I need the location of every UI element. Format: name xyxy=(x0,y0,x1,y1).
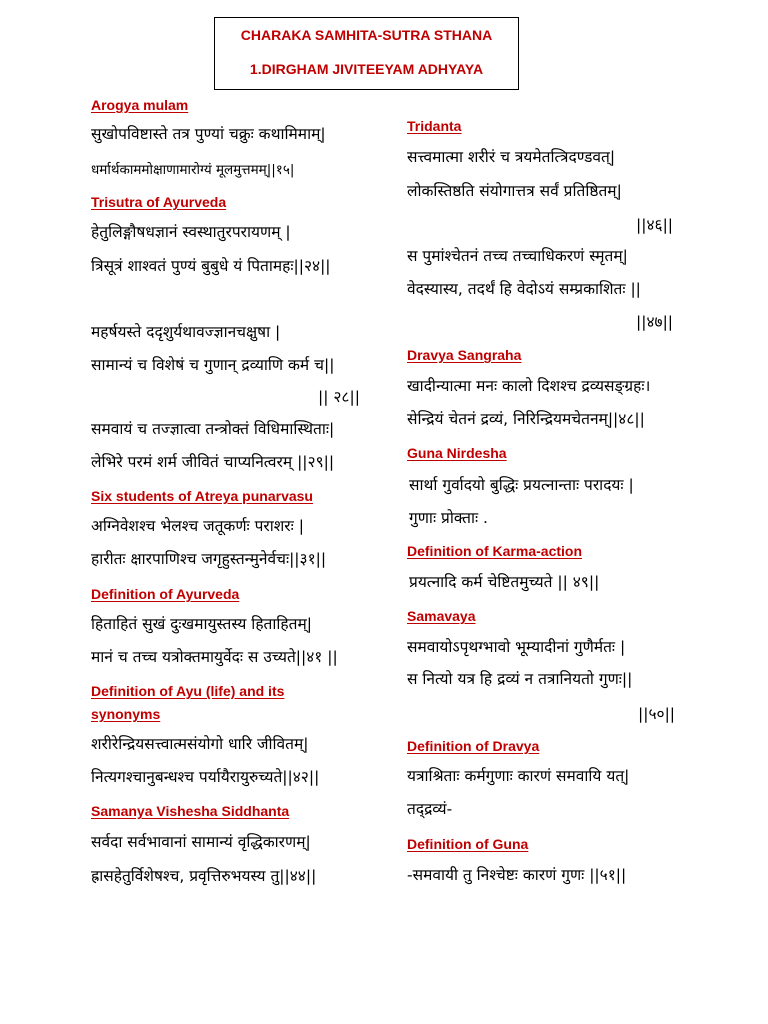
verse-line: सत्त्वमात्मा शरीरं च त्रयमेतत्त्रिदण्डवत्| xyxy=(407,148,616,166)
verse-line: वेदस्यास्य, तदर्थं हि वेदोऽयं सम्प्रकाशितः || xyxy=(407,280,641,298)
heading-guna-nirdesha: Guna Nirdesha xyxy=(407,445,507,461)
verse-line: नित्यगश्चानुबन्धश्च पर्यायैरायुरुच्यते||४२|| xyxy=(91,768,320,786)
verse-line: सर्वदा सर्वभावानां सामान्यं वृद्धिकारणम्| xyxy=(91,833,311,851)
heading-definition-dravya: Definition of Dravya xyxy=(407,738,540,754)
chapter-title: 1.DIRGHAM JIVITEEYAM ADHYAYA xyxy=(249,61,484,77)
verse-line: ह्रासहेतुर्विशेषश्च, प्रवृत्तिरुभयस्य तु||४४|| xyxy=(91,867,317,885)
heading-trisutra: Trisutra of Ayurveda xyxy=(91,194,227,210)
verse-line: धर्मार्थकाममोक्षाणामारोग्यं मूलमुत्तमम्||१५| xyxy=(91,162,295,178)
heading-definition-ayurveda: Definition of Ayurveda xyxy=(91,586,240,602)
verse-number: ||४६|| xyxy=(636,216,674,234)
verse-line: यत्राश्रिताः कर्मगुणाः कारणं समवायि यत्| xyxy=(407,767,630,785)
title-box xyxy=(214,17,519,90)
heading-definition-guna: Definition of Guna xyxy=(407,836,529,852)
verse-line: हेतुलिङ्गौषधज्ञानं स्वस्थातुरपरायणम् | xyxy=(91,223,291,241)
verse-line: सुखोपविष्टास्ते तत्र पुण्यां चक्रुः कथामिमाम्| xyxy=(91,125,326,143)
verse-line: सेन्द्रियं चेतनं द्रव्यं, निरिन्द्रियमचेतनम्||४८|| xyxy=(407,410,645,428)
heading-definition-karma: Definition of Karma-action xyxy=(407,543,583,559)
verse-line: सामान्यं च विशेषं च गुणान् द्रव्याणि कर्म च|| xyxy=(91,356,335,374)
verse-number: ||५०|| xyxy=(638,705,676,723)
verse-line: स नित्यो यत्र हि द्रव्यं न तत्रानियतो गुणः|| xyxy=(407,670,633,688)
heading-six-students: Six students of Atreya punarvasu xyxy=(91,488,313,504)
verse-line: अग्निवेशश्च भेलश्च जतूकर्णः पराशरः | xyxy=(91,517,304,535)
verse-line: लेभिरे परमं शर्म जीवितं चाप्यनित्वरम् ||२९|| xyxy=(91,453,335,471)
verse-line: समवायं च तज्ज्ञात्वा तन्त्रोक्तं विधिमास्थिताः| xyxy=(91,420,335,438)
verse-line: महर्षयस्ते ददृशुर्यथावज्ज्ञानचक्षुषा | xyxy=(91,323,281,341)
verse-number: ||४७|| xyxy=(636,313,674,331)
document-title: CHARAKA SAMHITA-SUTRA STHANA xyxy=(240,27,493,43)
verse-line: सार्था गुर्वादयो बुद्धिः प्रयत्नान्ताः परादयः | xyxy=(409,476,634,494)
verse-line: प्रयत्नादि कर्म चेष्टितमुच्यते || ४९|| xyxy=(409,573,600,591)
verse-line: हिताहितं सुखं दुःखमायुस्तस्य हिताहितम्| xyxy=(91,615,312,633)
heading-definition-ayu-cont: synonyms xyxy=(91,706,161,722)
verse-line: तद्द्रव्यं- xyxy=(407,800,453,818)
verse-line: मानं च तच्च यत्रोक्तमायुर्वेदः स उच्यते||४१ || xyxy=(91,648,338,666)
verse-number: || २८|| xyxy=(318,388,360,406)
verse-line: समवायोऽपृथग्भावो भूम्यादीनां गुणैर्मतः | xyxy=(407,638,626,656)
heading-tridanta: Tridanta xyxy=(407,118,462,134)
heading-samanya-vishesha: Samanya Vishesha Siddhanta xyxy=(91,803,290,819)
verse-line: लोकस्तिष्ठति संयोगात्तत्र सर्वं प्रतिष्ठितम्| xyxy=(407,182,622,200)
verse-line: शरीरेन्द्रियसत्त्वात्मसंयोगो धारि जीवितम्| xyxy=(91,735,309,753)
heading-definition-ayu: Definition of Ayu (life) and its xyxy=(91,683,285,699)
heading-arogya-mulam: Arogya mulam xyxy=(91,97,189,113)
heading-samavaya: Samavaya xyxy=(407,608,476,624)
verse-line: -समवायी तु निश्चेष्टः कारणं गुणः ||५१|| xyxy=(407,866,627,884)
verse-line: खादीन्यात्मा मनः कालो दिशश्च द्रव्यसङ्ग्रहः। xyxy=(407,377,651,395)
heading-dravya-sangraha: Dravya Sangraha xyxy=(407,347,522,363)
verse-line: हारीतः क्षारपाणिश्च जगृहुस्तन्मुनेर्वचः||३१|| xyxy=(91,550,327,568)
verse-line: स पुमांश्चेतनं तच्च तच्चाधिकरणं स्मृतम्| xyxy=(407,247,628,265)
verse-line: गुणाः प्रोक्ताः . xyxy=(409,509,488,527)
verse-line: त्रिसूत्रं शाश्वतं पुण्यं बुबुधे यं पितामहः||२४|| xyxy=(91,257,331,275)
